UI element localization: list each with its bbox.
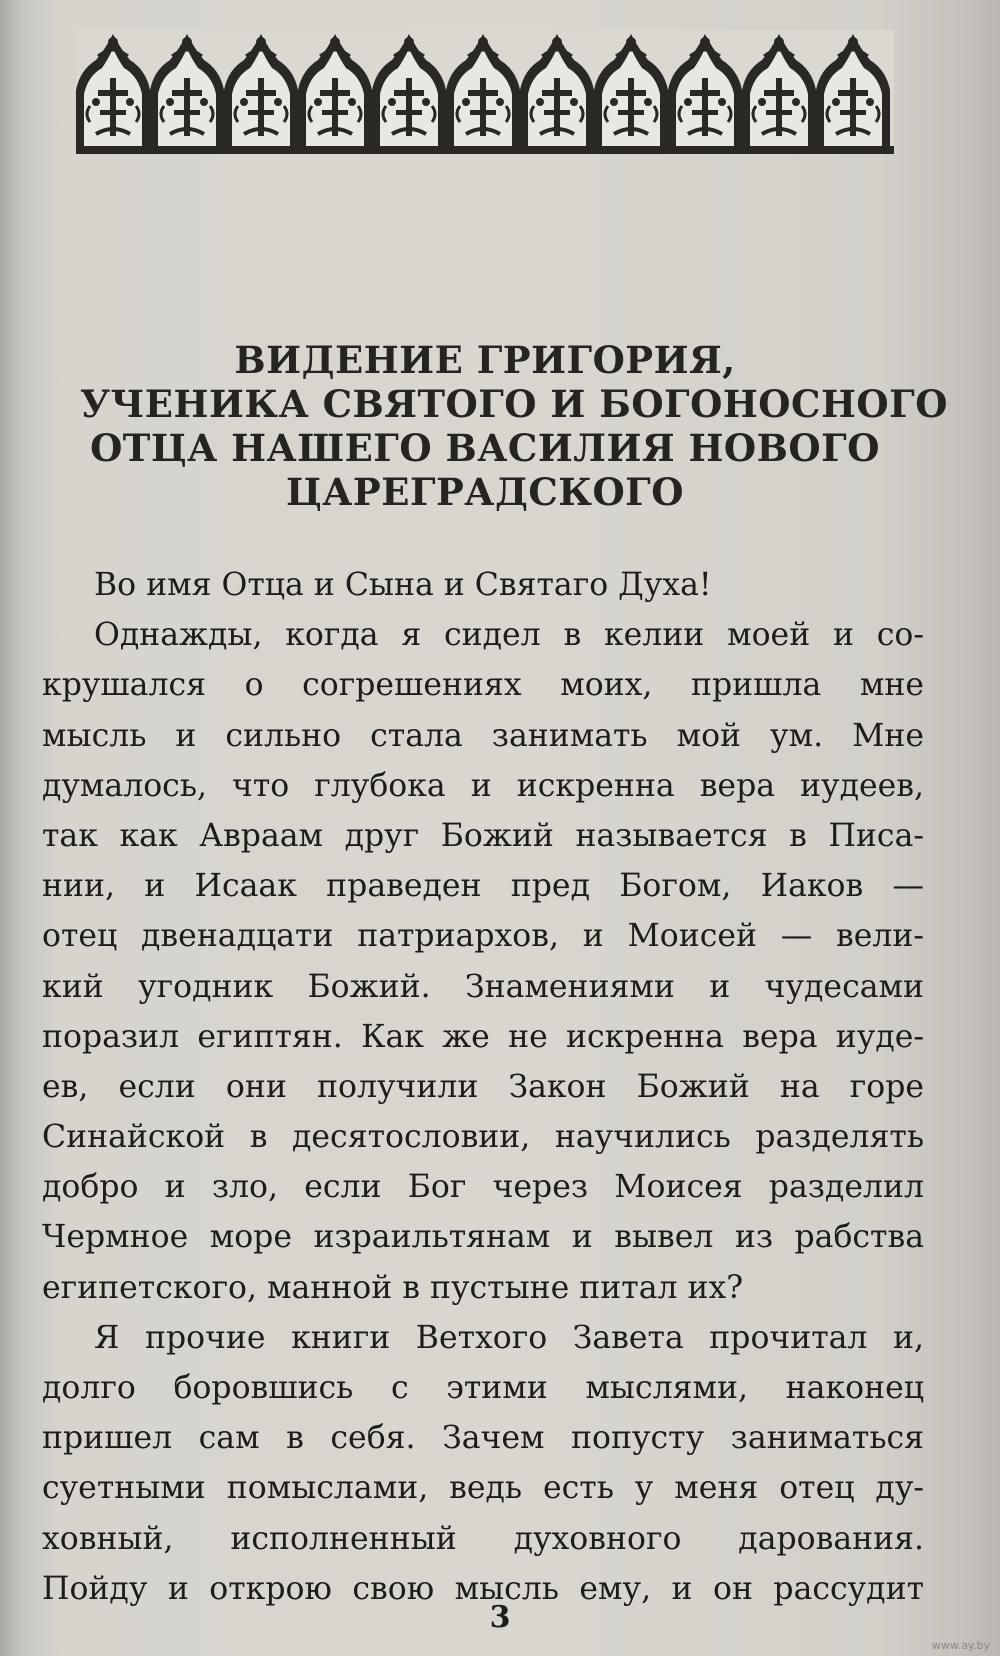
text-line: Во имя Отца и Сына и Святаго Духа! (94, 567, 712, 603)
watermark: www.ay.by (931, 1639, 990, 1652)
text-line: Пойду и открою свою мысль ему, и он рассудит (42, 1570, 924, 1607)
text-line: суетными помыслами, ведь есть у меня отец ду- (42, 1470, 924, 1507)
title-line: ОТЦА НАШЕГО ВАСИЛИЯ НОВОГО (90, 426, 880, 470)
page-number: 3 (489, 1600, 511, 1635)
text-line: крушался о согрешениях моих, пришла мне (42, 667, 924, 704)
text-line: так как Авраам друг Божий называется в Писа- (42, 817, 924, 854)
text-line: долго боровшись с этими мыслями, наконец (42, 1370, 924, 1406)
text-line: Однажды, когда я сидел в келии моей и со- (94, 617, 924, 654)
text-line: Чермное море израильтянам и вывел из рабства (42, 1219, 924, 1256)
text-line: Синайской в десятословии, научились разделять (42, 1119, 924, 1156)
text-line: думалось, что глубока и искренна вера иудеев, (42, 767, 924, 804)
text-line: добро и зло, если Бог через Моисея разделил (42, 1169, 924, 1206)
text-line: мысль и сильно стала занимать мой ум. Мне (42, 717, 924, 754)
text-line: отец двенадцати патриархов, и Моисей — вели- (42, 918, 924, 955)
text-line: нии, и Исаак праведен пред Богом, Иаков — (42, 868, 924, 905)
text-line: Я прочие книги Ветхого Завета прочитал и, (94, 1319, 924, 1356)
text-line: кий угодник Божий. Знамениями и чудесами (42, 968, 924, 1005)
title-line: УЧЕНИКА СВЯТОГО И БОГОНОСНОГО (80, 382, 948, 426)
text-line: ев, если они получили Закон Божий на горе (42, 1068, 924, 1105)
chapter-title (80, 338, 948, 514)
title-line: ЦАРЕГРАДСКОГО (286, 470, 684, 514)
cross-ornament-band-icon (76, 30, 894, 154)
title-line: ВИДЕНИЕ ГРИГОРИЯ, (234, 338, 736, 382)
text-line: поразил египтян. Как же не искренна вера иуде- (42, 1018, 924, 1055)
body-text (42, 560, 924, 1614)
text-line: пришел сам в себя. Зачем попусту заниматься (42, 1420, 924, 1457)
text-line: египетского, манной в пустыне питал их? (42, 1269, 744, 1306)
text-line: ховный, исполненный духовного дарования. (42, 1520, 924, 1557)
